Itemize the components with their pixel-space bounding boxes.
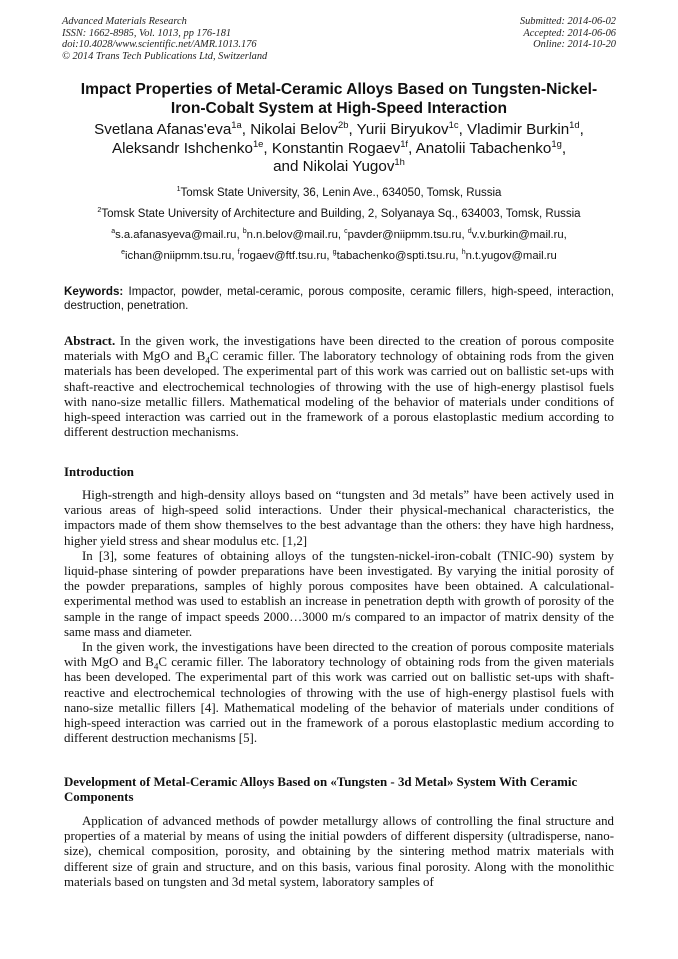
author-line-3 — [40, 155, 638, 177]
title-line-2: Iron-Cobalt System at High-Speed Interaction — [170, 100, 508, 117]
author-name: Yurii Biryukov — [356, 121, 449, 138]
email-sup: b — [242, 228, 247, 236]
submission-dates — [520, 16, 616, 51]
email-sup: d — [467, 228, 472, 236]
email-sup: e — [121, 249, 126, 257]
affiliation-text: Tomsk State University, 36, Lenin Ave., 634050, Tomsk, Russia — [180, 187, 502, 199]
email-address: n.n.belov@mail.ru, — [246, 229, 345, 241]
email-address: rogaev@ftf.tsu.ru, — [239, 250, 333, 262]
development-heading: Development of Metal-Ceramic Alloys Based on «Tungsten - 3d Metal» System With Ceramic Components — [64, 775, 578, 805]
journal-name: Advanced Materials Research — [62, 16, 187, 27]
development-body — [64, 814, 614, 890]
author-name: Nikolai Belov — [250, 121, 338, 138]
introduction-body — [64, 488, 614, 746]
email-sup: a — [111, 228, 116, 236]
affiliation-text: Tomsk State University of Architecture and Building, 2, Solyanaya Sq., 634003, Tomsk, Russia — [101, 208, 581, 220]
author-name: and Nikolai Yugov — [273, 158, 395, 175]
author-name: Svetlana Afanas'eva — [94, 121, 232, 138]
author-name: Anatolii Tabachenko — [415, 139, 552, 157]
intro-p3-text: In the given work, the investigations have been directed to the creation of porous composite materials with MgO and B — [64, 640, 614, 670]
author-name: Konstantin Rogaev — [271, 139, 401, 157]
affiliation-1 — [40, 187, 638, 200]
abstract-label: Abstract. — [64, 334, 116, 348]
author-sup: 2b — [338, 118, 349, 130]
journal-copyright: © 2014 Trans Tech Publications Ltd, Switzerland — [62, 50, 268, 62]
abstract-subscript: 4 — [205, 355, 210, 366]
intro-paragraph-2: In [3], some features of obtaining alloys of the tungsten-nickel-iron-cobalt (TNIC-90) system by liquid-phase sintering of powder preparations have been investigated. By varying the initial porosity of the powder preparations, samples of highly porous composites have been obtained. A calculational-experimental method was used to establish an increase in penetration depth with growth of porosity of the sample in the range of impact speeds 2000…3000 m/s compared to an impactor of matrix density of the same mass and diameter. — [64, 548, 614, 639]
affiliation-2 — [40, 208, 638, 221]
paper-title — [40, 80, 638, 118]
intro-p3-subscript: 4 — [153, 661, 159, 672]
submitted-date: Submitted: 2014-06-02 — [519, 16, 616, 27]
author-sep: , — [241, 121, 251, 138]
email-address: n.t.yugov@mail.ru — [465, 250, 557, 262]
journal-info — [62, 16, 267, 62]
author-list — [40, 118, 638, 177]
email-address: s.a.afanasyeva@mail.ru, — [115, 229, 243, 241]
author-sup: 1e — [252, 137, 264, 149]
author-name: Aleksandr Ishchenko — [111, 139, 253, 157]
online-date: Online: 2014-10-20 — [533, 39, 616, 51]
author-sup: 1h — [394, 155, 405, 167]
email-sup: f — [237, 249, 240, 257]
abstract-text-cont: C ceramic filler. The laboratory technology of obtaining rods from the given materials has been developed. The experimental part of this work was carried out on ballistic set-ups with shaft-reactive and electrochemical technologies of throwing with the use of high-energy plastisol fuels with nano-size metallic fillers. Mathematical modeling of the behavior of materials under conditions of high-speed interaction was carried out in the framework of a porous elastoplastic medium according to different destruction mechanisms. — [64, 349, 614, 440]
author-sup: 1g — [551, 137, 562, 149]
author-sep: , — [561, 139, 567, 157]
email-line-1 — [40, 229, 638, 242]
title-line-1: Impact Properties of Metal-Ceramic Alloys Based on Tungsten-Nickel- — [80, 81, 598, 98]
journal-doi: doi:10.4028/www.scientific.net/AMR.1013.176 — [62, 39, 257, 51]
author-sep: , — [263, 139, 272, 157]
author-sup: 1a — [231, 118, 242, 130]
author-name: Vladimir Burkin — [467, 121, 570, 138]
affiliation-sup: 1 — [176, 185, 181, 194]
keywords-label: Keywords: — [64, 285, 124, 298]
author-sup: 1c — [448, 118, 459, 130]
email-sup: c — [344, 228, 348, 236]
author-sup: 1d — [569, 118, 580, 130]
affiliation-sup: 2 — [97, 206, 102, 215]
journal-issn: ISSN: 1662-8985, Vol. 1013, pp 176-181 — [62, 27, 232, 39]
intro-p3-text-cont: C ceramic filler. The laboratory technology of obtaining rods from the given materials has been developed. The experimental part of this work was carried out on ballistic set-ups with shaft-reactive and electrochemical technologies of throwing with the use of high-energy plastisol fuels with nano-size metallic fillers [4]. Mathematical modeling of the behavior of materials under conditions of high-speed interaction was carried out in the framework of a porous elastoplastic medium according to different destruction mechanisms [5]. — [64, 655, 614, 746]
introduction-heading: Introduction — [64, 465, 134, 479]
email-address: ichan@niipmm.tsu.ru, — [125, 250, 238, 262]
email-line-2 — [40, 250, 638, 263]
email-address: pavder@niipmm.tsu.ru, — [347, 229, 468, 241]
author-sep: , — [408, 139, 416, 157]
keywords — [64, 285, 614, 314]
email-sup: g — [332, 249, 337, 257]
author-sup: 1f — [400, 137, 409, 149]
email-address: tabachenko@spti.tsu.ru, — [336, 250, 462, 262]
development-paragraph-1: Application of advanced methods of powder metallurgy allows of controlling the final structure and properties of a material by means of using the initial powders of different dispersity (ultradisperse, nano-size), chemical composition, porosity, and obtaining by the sintering method matrix materials with different size of grain and structure, and on this basis, various final porosity. Along with the monolithic materials based on tungsten and 3d metal system, laboratory samples of — [64, 814, 614, 889]
author-line-1 — [40, 118, 638, 140]
accepted-date: Accepted: 2014-06-06 — [523, 27, 616, 39]
intro-paragraph-3 — [64, 640, 614, 746]
abstract — [64, 334, 614, 440]
author-sep: , — [458, 121, 468, 138]
keywords-text: Impactor, powder, metal-ceramic, porous composite, ceramic fillers, high-speed, interaction, destruction, penetration. — [64, 285, 614, 313]
email-sup: h — [461, 249, 466, 257]
author-sep: , — [348, 121, 357, 138]
author-sep: , — [579, 121, 584, 138]
email-address: v.v.burkin@mail.ru, — [471, 229, 567, 241]
abstract-text: In the given work, the investigations have been directed to the creation of porous composite materials with MgO and B — [64, 334, 614, 364]
author-line-2 — [40, 137, 638, 159]
intro-paragraph-1: High-strength and high-density alloys based on “tungsten and 3d metals” have been actively used in various areas of high-speed solid interactions. Under their physical-mechanical characteristics, the impactors made of them show themselves to the best advantage than the others: they have high hardness, higher yield stress and shear modulus etc. [1,2] — [64, 488, 614, 548]
